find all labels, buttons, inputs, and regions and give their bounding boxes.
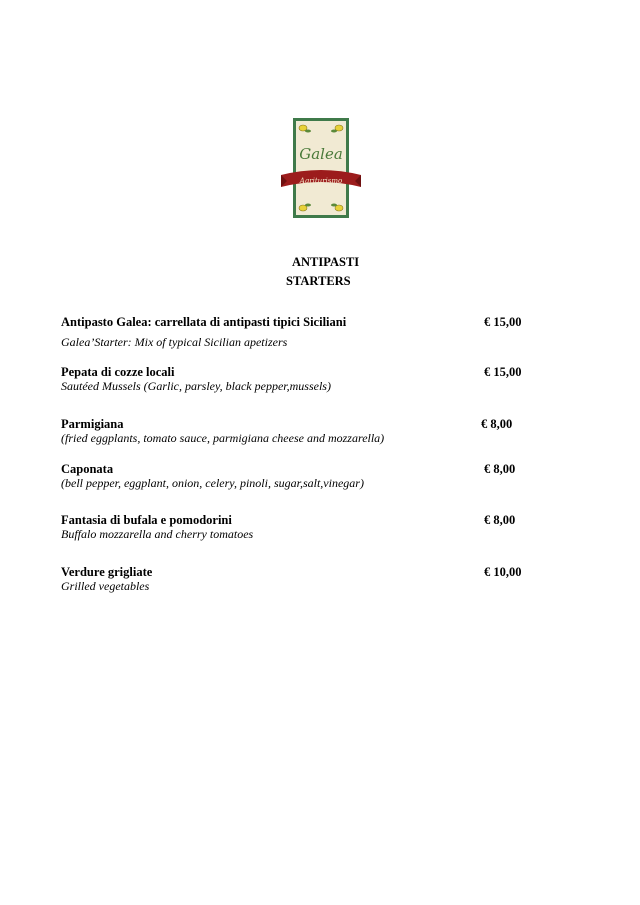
menu-item-description: Galea’Starter: Mix of typical Sicilian apetizers [61, 335, 288, 349]
menu-item [61, 365, 541, 399]
menu-item-price: € 8,00 [481, 417, 513, 431]
menu-item [61, 565, 541, 599]
menu-item-name: Parmigiana [61, 417, 124, 431]
menu-item-price: € 8,00 [484, 462, 516, 476]
menu-item-name: Antipasto Galea: carrellata di antipasti tipici Siciliani [61, 315, 347, 329]
menu-item-description: (fried eggplants, tomato sauce, parmigiana cheese and mozzarella) [61, 431, 385, 445]
menu-item-price: € 15,00 [484, 315, 522, 329]
menu-item-description: Sautéed Mussels (Garlic, parsley, black pepper,mussels) [61, 379, 331, 393]
logo-name: Galea [299, 145, 343, 163]
menu-item-price: € 15,00 [484, 365, 522, 379]
menu-item-description: (bell pepper, eggplant, onion, celery, pinoli, sugar,salt,vinegar) [61, 476, 364, 490]
menu-item-name: Fantasia di bufala e pomodorini [61, 513, 232, 527]
menu-item [61, 315, 541, 349]
menu-item-description: Buffalo mozzarella and cherry tomatoes [61, 527, 254, 541]
menu-item-name: Caponata [61, 462, 114, 476]
galea-logo [279, 117, 363, 219]
menu-item-description: Grilled vegetables [61, 579, 150, 593]
section-title-english: STARTERS [286, 274, 351, 288]
menu-item-name: Pepata di cozze locali [61, 365, 175, 379]
logo-subtitle: Agriturismo [299, 177, 343, 185]
menu-item [61, 513, 541, 547]
menu-item-price: € 8,00 [484, 513, 516, 527]
menu-item [61, 462, 541, 496]
menu-item-price: € 10,00 [484, 565, 522, 579]
section-title-italian: ANTIPASTI [292, 255, 360, 269]
menu-item [61, 417, 541, 451]
menu-item-name: Verdure grigliate [61, 565, 153, 579]
